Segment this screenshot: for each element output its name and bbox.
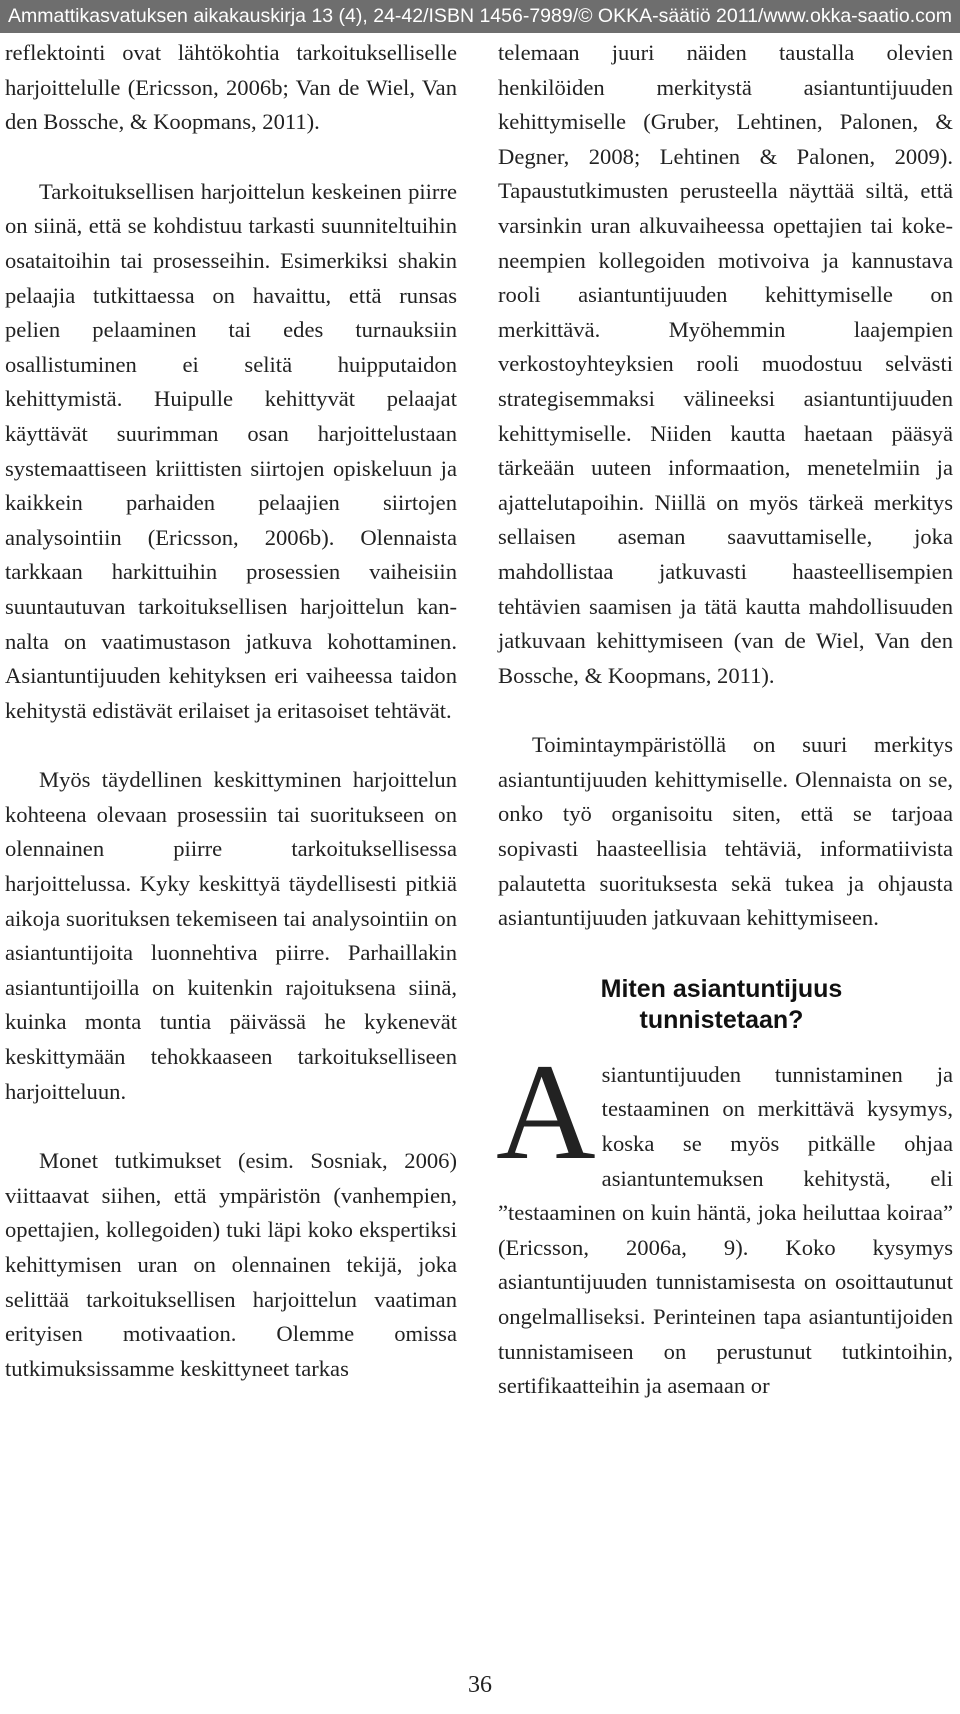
dropcap-paragraph: [496, 1034, 953, 1404]
section-heading-line1: Miten asiantuntijuus: [600, 974, 843, 1003]
paragraph: reflektointi ovat lähtökohtia tarkoitukselliselle harjoittelulle (Ericsson, 2006b; Van de Wiel, Van den Bossche, & Koopmans, 2011).: [5, 40, 457, 135]
journal-header: Ammattikasvatuksen aikakauskirja 13 (4), 24-42/ISBN 1456-7989/© OKKA-säätiö 2011/www.okka-saatio.com: [0, 0, 960, 33]
section-heading: [498, 974, 953, 1036]
left-column: [5, 36, 457, 1386]
right-column: [498, 36, 953, 1404]
paragraph: Myös täydellinen keskittyminen harjoittelun kohteena olevaan prosessiin tai suoritukseen on olennainen piirre tarkoituksellisessa harjoittelussa. Kyky keskittyä täydellisesti pitkiä aikoja suorituksen tekemiseen tai analysointiin on asiantuntijoita luonnehtiva piirre. Parhaillakin asiantuntijoilla on kuitenkin rajoituksena siinä, kuinka monta tuntia päivässä he kykenevät keskittymään tehokkaaseen tarkoitukselliseen harjoitteluun.: [5, 767, 457, 1104]
paragraph: Toimintaympäristöllä on suuri merkitys asiantuntijuuden kehittymiselle. Olennaista on se, onko työ organisoitu siten, että se tarjoaa sopivasti haasteellisia tehtäviä, informatiivista palautetta suorituksesta sekä tukea ja ohjausta asiantuntijuuden jatkuvaan kehittymiseen.: [498, 732, 953, 931]
paragraph: telemaan juuri näiden taustalla olevien henkilöiden merkitystä asiantuntijuuden kehittymiselle (Gruber, Lehtinen, Palonen, & Degner, 2008; Lehtinen & Palonen, 2009). Tapaustutkimusten perusteella näyttää siltä, että varsinkin uran alkuvaiheessa opettajien tai kokeneempien kollegoiden motivoiva ja kannustava rooli asiantuntijuuden kehittymiselle on merkittävä. Myöhemmin laajempien verkostoyhteyksien rooli muodostuu selvästi strategisemmaksi välineeksi asiantuntijuuden kehittymiselle. Niiden kautta haetaan pääsyä tärkeään uuteen informaation, menetelmiin ja ajattelutapoihin. Niillä on myös tärkeä merkitys sellaisen aseman saavuttamiselle, joka mahdollistaa jatkuvasti haasteellisempien tehtävien saamisen ja tätä kautta mahdollisuuden jatkuvaan kehittymiseen (van de Wiel, Van den Bossche, & Koopmans, 2011).: [498, 40, 953, 688]
paragraph: Tarkoituksellisen harjoittelun keskeinen piirre on siinä, että se kohdistuu tarkasti suunniteltuihin osataitoihin tai prosesseihin. Esimerkiksi shakin pelaajia tutkittaessa on havaittu, että runsas pelien pelaaminen tai edes turnauksiin osallistuminen ei selitä huipputaidon kehittymistä. Huipulle kehittyvät pelaajat käyttävät suurimman osan harjoittelustaan systemaattiseen kriittisten siirtojen opiskeluun ja kaikkein parhaiden pelaajien siirtojen analysointiin (Ericsson, 2006b). Olennaista tarkkaan harkittuihin prosessien vaiheisiin suuntautuvan tarkoituksellisen harjoittelun kannalta on vaatimustason jatkuva kohottaminen. Asiantuntijuuden kehityksen eri vaiheessa taidon kehitystä edistävät erilaiset ja eritasoiset tehtävät.: [5, 178, 457, 723]
section-heading-line2: tunnistetaan?: [639, 1005, 804, 1034]
drop-cap-letter: A: [496, 1034, 596, 1188]
paragraph: siantuntijuuden tunnistaminen ja testaaminen on merkittävä kysymys, koska se myös pitkälle ohjaa asiantuntemuksen kehitystä, eli ”testaaminen on kuin häntä, joka heiluttaa koiraa” (Ericsson, 2006a, 9). Koko kysymys asiantuntijuuden tunnistamisesta on osoittautunut ongelmalliseksi. Perinteinen tapa asiantuntijoiden tunnistamiseen on perustunut tutkintoihin, sertifikaatteihin ja asemaan or: [498, 1061, 953, 1399]
paragraph: Monet tutkimukset (esim. Sosniak, 2006) viittaavat siihen, että ympäristön (vanhempien, opettajien, kollegoiden) tuki läpi koko ekspertiksi kehittymisen uran on olennainen tekijä, joka selittää tarkoituksellisen harjoittelun vaatiman erityisen motivaation. Olemme omissa tutkimuksissamme keskittyneet tarkas: [5, 1148, 457, 1381]
page-number: 36: [468, 1672, 492, 1698]
